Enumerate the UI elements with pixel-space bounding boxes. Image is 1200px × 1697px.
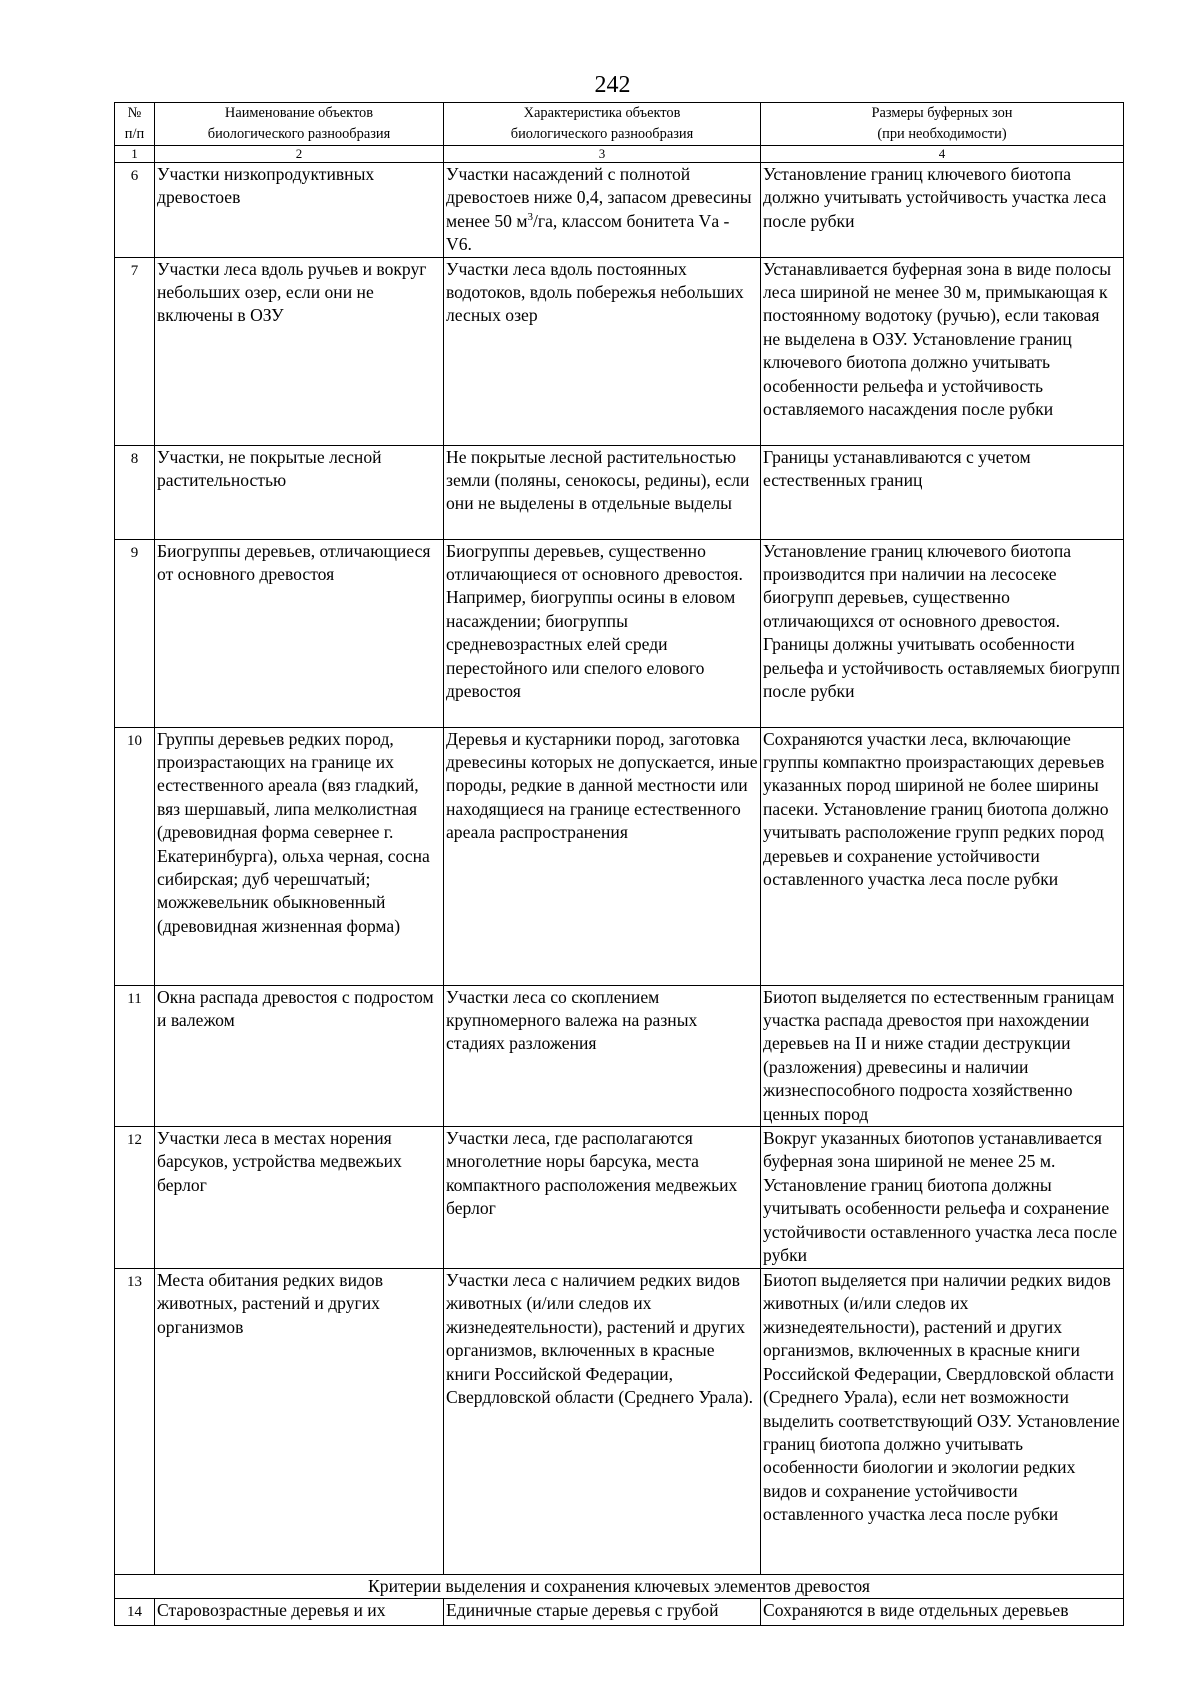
column-number-row xyxy=(115,146,1124,163)
buffer-zone: Установление границ ключевого биотопа должно учитывать устойчивость участка леса после рубки xyxy=(761,163,1124,258)
table-row xyxy=(115,1269,1124,1575)
table-row xyxy=(115,1599,1124,1625)
object-name: Участки леса в местах норения барсуков, устройства медвежьих берлог xyxy=(155,1127,444,1269)
header-object-name: Наименование объектов биологического разнообразия xyxy=(155,103,444,146)
buffer-zone: Сохраняются участки леса, включающие группы компактно произрастающих деревьев указанных пород шириной не более ширины пасеки. Установление границ биотопа должно учитывать расположение групп редких пород деревьев и сохранение устойчивости оставленного участка леса после рубки xyxy=(761,727,1124,985)
header-number: № п/п xyxy=(115,103,155,146)
row-number: 10 xyxy=(115,727,155,985)
object-characteristics: Единичные старые деревья с грубой xyxy=(444,1599,761,1625)
buffer-zone: Установление границ ключевого биотопа производится при наличии на лесосеке биогрупп деревьев, существенно отличающихся от основного древостоя. Границы должны учитывать особенности рельефа и устойчивость оставляемых биогрупп после рубки xyxy=(761,539,1124,727)
row-number: 11 xyxy=(115,985,155,1126)
object-name: Биогруппы деревьев, отличающиеся от основного древостоя xyxy=(155,539,444,727)
row-number: 12 xyxy=(115,1127,155,1269)
object-characteristics: Биогруппы деревьев, существенно отличающиеся от основного древостоя. Например, биогруппы осины в еловом насаждении; биогруппы средневозрастных елей среди перестойного или спелого елового древостоя xyxy=(444,539,761,727)
object-characteristics: Участки леса, где располагаются многолетние норы барсука, места компактного расположения медвежьих берлог xyxy=(444,1127,761,1269)
buffer-zone: Сохраняются в виде отдельных деревьев xyxy=(761,1599,1124,1625)
superscript: 3 xyxy=(527,210,533,223)
object-characteristics: Участки леса вдоль постоянных водотоков, вдоль побережья небольших лесных озер xyxy=(444,257,761,445)
object-name: Группы деревьев редких пород, произрастающих на границе их естественного ареала (вяз гладкий, вяз шершавый, липа мелколистная (древовидная форма севернее г. Екатеринбурга), ольха черная, сосна сибирская; дуб черешчатый; можжевельник обыкновенный (древовидная жизненная форма) xyxy=(155,727,444,985)
characteristics-text: Участки насаждений с полнотой древостоев ниже 0,4, запасом древесины менее 50 м xyxy=(446,164,752,231)
object-characteristics: Участки леса с наличием редких видов животных (и/или следов их жизнедеятельности), растений и других организмов, включенных в красные книги Российской Федерации, Свердловской области (Среднего Урала). xyxy=(444,1269,761,1575)
object-characteristics: Не покрытые лесной растительностью земли (поляны, сенокосы, редины), если они не выделены в отдельные выделы xyxy=(444,445,761,539)
object-name: Участки леса вдоль ручьев и вокруг небольших озер, если они не включены в ОЗУ xyxy=(155,257,444,445)
page-number: 242 xyxy=(594,72,631,98)
table-row xyxy=(115,985,1124,1126)
table-row xyxy=(115,257,1124,445)
section-row xyxy=(115,1575,1124,1599)
table-row xyxy=(115,163,1124,258)
row-number: 13 xyxy=(115,1269,155,1575)
object-name: Участки, не покрытые лесной растительностью xyxy=(155,445,444,539)
column-number: 2 xyxy=(155,146,444,163)
table-header-row xyxy=(115,103,1124,146)
buffer-zone: Устанавливается буферная зона в виде полосы леса шириной не менее 30 м, примыкающая к постоянному водотоку (ручью), если таковая не выделена в ОЗУ. Установление границ ключевого биотопа должно учитывать особенности рельефа и устойчивость оставляемого насаждения после рубки xyxy=(761,257,1124,445)
object-characteristics: Деревья и кустарники пород, заготовка древесины которых не допускается, иные породы, редкие в данной местности или находящиеся на границе естественного ареала распространения xyxy=(444,727,761,985)
header-object-characteristics: Характеристика объектов биологического разнообразия xyxy=(444,103,761,146)
table-row xyxy=(115,727,1124,985)
column-number: 3 xyxy=(444,146,761,163)
column-number: 1 xyxy=(115,146,155,163)
object-characteristics xyxy=(444,163,761,258)
buffer-zone: Биотоп выделяется по естественным границам участка распада древостоя при нахождении деревьев на II и ниже стадии деструкции (разложения) древесины и наличии жизнеспособного подроста хозяйственно ценных пород xyxy=(761,985,1124,1126)
row-number: 7 xyxy=(115,257,155,445)
object-name: Окна распада древостоя с подростом и валежом xyxy=(155,985,444,1126)
object-name: Места обитания редких видов животных, растений и других организмов xyxy=(155,1269,444,1575)
object-name: Старовозрастные деревья и их xyxy=(155,1599,444,1625)
object-characteristics: Участки леса со скоплением крупномерного валежа на разных стадиях разложения xyxy=(444,985,761,1126)
row-number: 9 xyxy=(115,539,155,727)
row-number: 6 xyxy=(115,163,155,258)
row-number: 8 xyxy=(115,445,155,539)
table-row xyxy=(115,445,1124,539)
table-row xyxy=(115,539,1124,727)
table-row xyxy=(115,1127,1124,1269)
row-number: 14 xyxy=(115,1599,155,1625)
object-name: Участки низкопродуктивных древостоев xyxy=(155,163,444,258)
buffer-zone: Вокруг указанных биотопов устанавливается буферная зона шириной не менее 25 м. Установление границ биотопа должны учитывать особенности рельефа и сохранение устойчивости оставленного участка леса после рубки xyxy=(761,1127,1124,1269)
header-buffer-zone-size: Размеры буферных зон (при необходимости) xyxy=(761,103,1124,146)
column-number: 4 xyxy=(761,146,1124,163)
characteristics-text: /га, классом бонитета Vа - V6. xyxy=(446,210,730,255)
buffer-zone: Границы устанавливаются с учетом естественных границ xyxy=(761,445,1124,539)
buffer-zone: Биотоп выделяется при наличии редких видов животных (и/или следов их жизнедеятельности), растений и других организмов, включенных в красные книги Российской Федерации, Свердловской области (Среднего Урала), если нет возможности выделить соответствующий ОЗУ. Установление границ биотопа должно учитывать особенности биологии и экологии редких видов и сохранение устойчивости оставленного участка леса после рубки xyxy=(761,1269,1124,1575)
section-title: Критерии выделения и сохранения ключевых элементов древостоя xyxy=(115,1575,1124,1599)
biodiversity-table xyxy=(114,102,1124,1626)
